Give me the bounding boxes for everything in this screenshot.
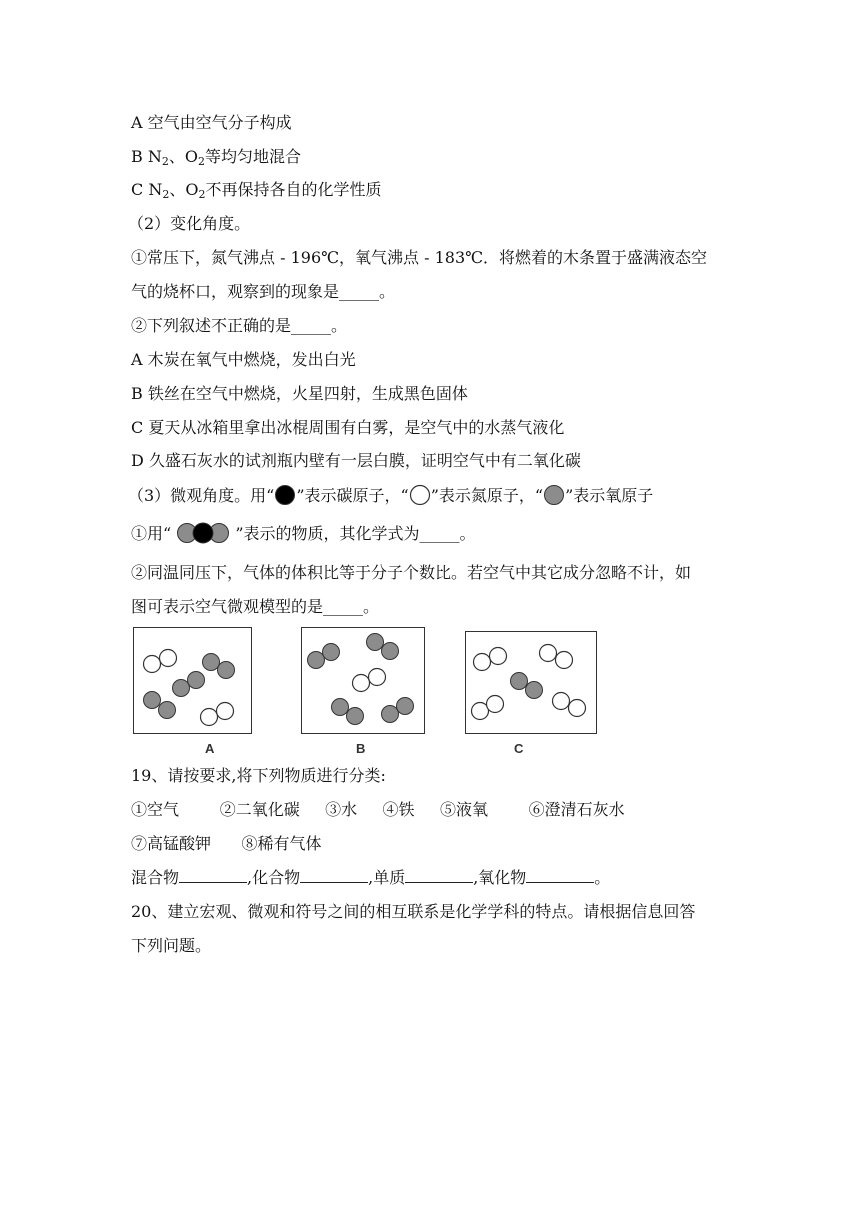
answer-blank[interactable]: [526, 868, 594, 883]
o2-molecule: [308, 644, 340, 669]
q19-items-row1: ①空气 ②二氧化碳 ③水 ④铁 ⑤液氧 ⑥澄清石灰水: [131, 800, 625, 819]
part2-option-b: B 铁丝在空气中燃烧，火星四射，生成黑色固体: [131, 384, 468, 403]
n2-molecule: [540, 645, 573, 669]
n2-molecule: [144, 650, 177, 673]
part3-legend-line: （3）微观角度。用“ ”表示碳原子，“ ”表示氮原子，“ ”表示氧原子: [128, 486, 654, 505]
o2-molecule: [367, 634, 399, 660]
model-label-b: B: [356, 741, 366, 756]
answer-blank[interactable]: [179, 868, 247, 883]
q20-line1: 20、建立宏观、微观和符号之间的相互联系是化学学科的特点。请根据信息回答: [131, 902, 696, 921]
o2-molecule: [203, 654, 235, 679]
part2-question1-line1: ①常压下，氮气沸点 - 196℃，氧气沸点 - 183℃．将燃着的木条置于盛满液态空: [131, 248, 708, 267]
part2-option-c: C 夏天从冰箱里拿出冰棍周围有白雾，是空气中的水蒸气液化: [131, 418, 565, 437]
answer-blank[interactable]: [405, 868, 473, 883]
part2-option-d: D 久盛石灰水的试剂瓶内壁有一层白膜，证明空气中有二氧化碳: [131, 451, 581, 470]
o2-molecule: [511, 673, 543, 699]
part3-question1: ①用“ ”表示的物质，其化学式为_____。: [131, 524, 476, 543]
part3-question2-line2: 图可表示空气微观模型的是_____。: [131, 597, 380, 616]
part2-title: （2）变化角度。: [128, 214, 251, 233]
q19-title: 19、请按要求,将下列物质进行分类:: [131, 766, 386, 785]
q20-line2: 下列问题。: [131, 936, 212, 955]
q19-answer-line: 混合物 ,化合物 ,单质 ,氧化物 。: [131, 868, 611, 887]
part2-question2: ②下列叙述不正确的是_____。: [131, 316, 348, 335]
model-label-a: A: [205, 741, 215, 756]
o2-molecule: [332, 699, 364, 725]
part3-question2-line1: ②同温同压下，气体的体积比等于分子个数比。若空气中其它成分忽略不计，如: [131, 563, 692, 582]
n2-molecule: [474, 648, 507, 671]
model-b-molecules: [308, 634, 414, 725]
o2-molecule: [382, 698, 414, 723]
part2-question1-line2: 气的烧杯口，观察到的现象是_____。: [131, 282, 396, 301]
q18-option-c1: C $N_2$、$O_2$不再保持各自的化学性质: [131, 180, 382, 201]
o2-molecule: [144, 692, 176, 719]
n2-molecule: [201, 703, 234, 726]
model-c-molecules: [472, 645, 586, 720]
q18-option-b1: B $N_2$、$O_2$等均匀地混合: [131, 147, 301, 168]
model-a-molecules: [144, 650, 235, 726]
n2-molecule: [353, 669, 386, 692]
o2-molecule: [173, 672, 205, 697]
n2-molecule: [553, 693, 586, 717]
n2-molecule: [472, 696, 504, 720]
q18-option-a1: A 空气由空气分子构成: [131, 113, 292, 132]
q19-items-row2: ⑦高锰酸钾 ⑧稀有气体: [131, 834, 322, 853]
model-label-c: C: [514, 741, 524, 756]
answer-blank[interactable]: [300, 868, 368, 883]
part2-option-a: A 木炭在氧气中燃烧，发出白光: [131, 350, 356, 369]
